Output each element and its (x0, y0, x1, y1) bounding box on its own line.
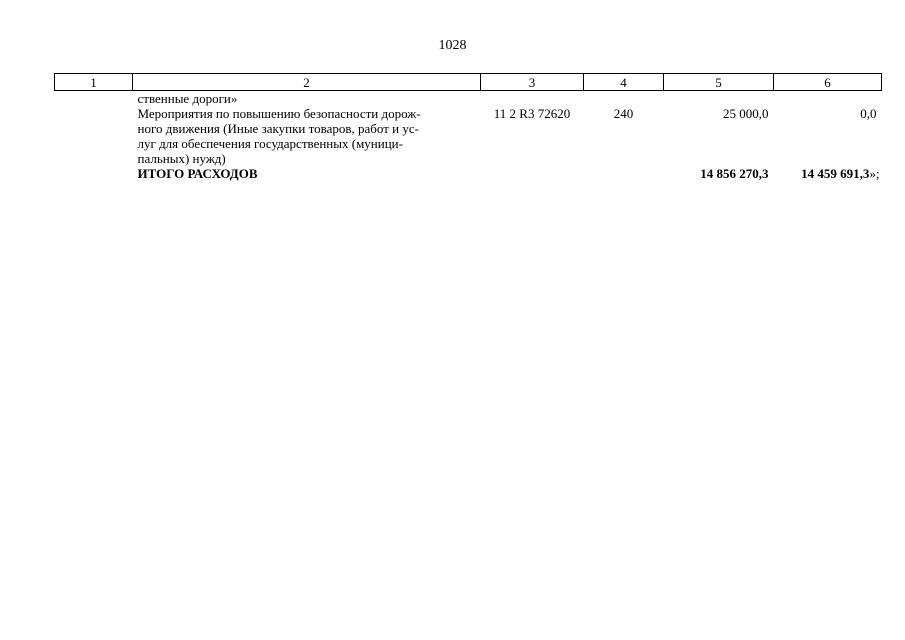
measure-description (133, 106, 481, 166)
table-row (55, 91, 882, 107)
column-header-1: 1 (55, 74, 133, 91)
budget-table (54, 73, 882, 181)
expense-type: 240 (613, 106, 634, 121)
total-amount-year1: 14 856 270,3 (700, 166, 769, 181)
closing-quote-suffix: »; (869, 166, 880, 181)
measure-description-line: ного движения (Иные закупки товаров, работ и ус- (137, 121, 419, 136)
target-code: 11 2 R3 72620 (493, 106, 571, 121)
amount-year2: 0,0 (860, 106, 877, 121)
column-header-3: 3 (481, 74, 584, 91)
page-number: 1028 (438, 38, 467, 53)
table-row (55, 106, 882, 166)
total-amount-year2-cell (774, 166, 882, 181)
total-row (55, 166, 882, 181)
column-header-2: 2 (133, 74, 481, 91)
total-amount-year2: 14 459 691,3 (801, 166, 870, 181)
continuation-text: ственные дороги» (137, 91, 238, 106)
measure-description-line: пальных) нужд) (137, 151, 226, 166)
total-label: ИТОГО РАСХОДОВ (137, 166, 258, 181)
column-header-5: 5 (664, 74, 774, 91)
column-number-header-row (55, 74, 882, 91)
column-header-4: 4 (584, 74, 664, 91)
amount-year1: 25 000,0 (723, 106, 769, 121)
column-header-6: 6 (774, 74, 882, 91)
measure-description-line: Мероприятия по повышению безопасности дорож- (137, 106, 421, 121)
measure-description-line: луг для обеспечения государственных (муници- (137, 136, 403, 151)
